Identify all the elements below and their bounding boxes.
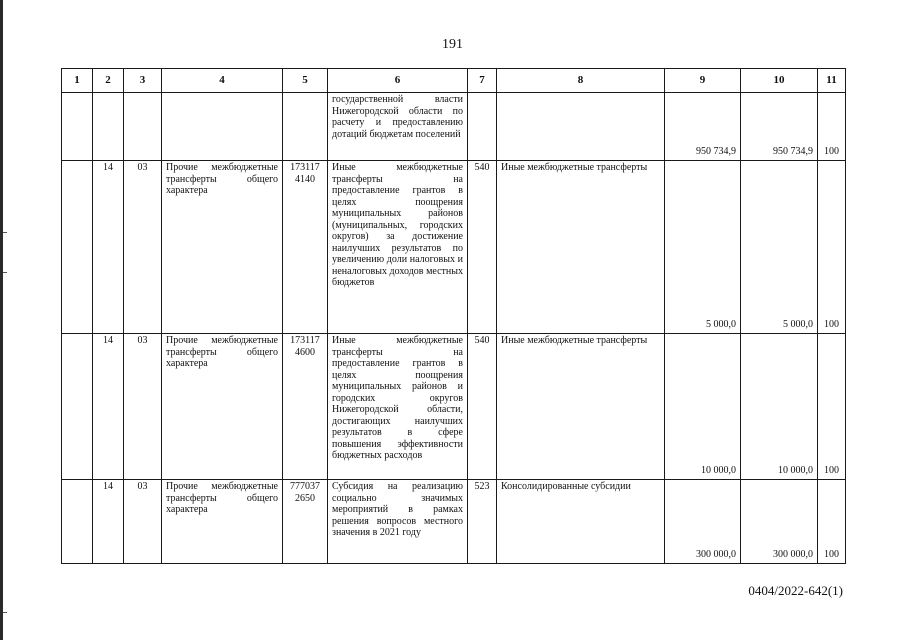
cell-amount-plan: 950 734,9 [665, 93, 741, 161]
budget-table [61, 68, 846, 564]
cell-section-name: Прочие межбюджетные трансферты общего характера [162, 480, 283, 564]
cell-percent: 100 [818, 93, 846, 161]
cell-expense-type: 523 [468, 480, 497, 564]
cell-description: государственной власти Нижегородской области по расчету и предоставлению дотаций бюджетам поселений [328, 93, 468, 161]
cell-col1 [62, 93, 93, 161]
cell-target-code: 173117 4600 [283, 334, 328, 480]
col-header: 4 [162, 69, 283, 93]
col-header: 8 [497, 69, 665, 93]
cell-amount-plan: 300 000,0 [665, 480, 741, 564]
cell-section-name [162, 93, 283, 161]
scan-mark [3, 612, 7, 613]
col-header: 6 [328, 69, 468, 93]
col-header: 9 [665, 69, 741, 93]
cell-amount-plan: 10 000,0 [665, 334, 741, 480]
scan-mark [3, 272, 7, 273]
cell-subsection: 03 [124, 480, 162, 564]
cell-percent: 100 [818, 334, 846, 480]
cell-section: 14 [93, 480, 124, 564]
cell-target-code: 173117 4140 [283, 161, 328, 334]
col-header: 2 [93, 69, 124, 93]
cell-expense-type [468, 93, 497, 161]
col-header: 1 [62, 69, 93, 93]
cell-description: Иные межбюджетные трансферты на предоставление грантов в целях поощрения муниципальных районов (муниципальных, городских округов) за достижение наилучших результатов по увеличению доли налоговых и неналоговых доходов местных бюджетов [328, 161, 468, 334]
scan-edge [0, 0, 3, 640]
cell-section: 14 [93, 334, 124, 480]
table-row [62, 480, 846, 564]
col-header: 3 [124, 69, 162, 93]
cell-expense-name: Иные межбюджетные трансферты [497, 334, 665, 480]
cell-section-name: Прочие межбюджетные трансферты общего характера [162, 334, 283, 480]
cell-col1 [62, 161, 93, 334]
cell-section [93, 93, 124, 161]
table-row [62, 334, 846, 480]
table-row [62, 161, 846, 334]
cell-expense-name: Консолидированные субсидии [497, 480, 665, 564]
document-code: 0404/2022-642(1) [748, 583, 843, 598]
cell-amount-plan: 5 000,0 [665, 161, 741, 334]
cell-col1 [62, 334, 93, 480]
cell-subsection [124, 93, 162, 161]
col-header: 11 [818, 69, 846, 93]
cell-expense-type: 540 [468, 161, 497, 334]
cell-target-code [283, 93, 328, 161]
cell-description: Субсидия на реализацию социально значимых мероприятий в рамках решения вопросов местного значения в 2021 году [328, 480, 468, 564]
cell-percent: 100 [818, 161, 846, 334]
header-row [62, 69, 846, 93]
cell-subsection: 03 [124, 161, 162, 334]
col-header: 10 [741, 69, 818, 93]
cell-section: 14 [93, 161, 124, 334]
cell-target-code: 777037 2650 [283, 480, 328, 564]
page-number: 191 [442, 37, 463, 52]
cell-amount-fact: 5 000,0 [741, 161, 818, 334]
cell-amount-fact: 950 734,9 [741, 93, 818, 161]
cell-amount-fact: 300 000,0 [741, 480, 818, 564]
cell-description: Иные межбюджетные трансферты на предоставление грантов в целях поощрения муниципальных районов и городских округов Нижегородской области, достигающих наилучших результатов в сфере повышения эффективности бюджетных расходов [328, 334, 468, 480]
scan-mark [3, 232, 7, 233]
cell-subsection: 03 [124, 334, 162, 480]
cell-section-name: Прочие межбюджетные трансферты общего характера [162, 161, 283, 334]
cell-expense-type: 540 [468, 334, 497, 480]
cell-amount-fact: 10 000,0 [741, 334, 818, 480]
table-row [62, 93, 846, 161]
cell-expense-name [497, 93, 665, 161]
cell-col1 [62, 480, 93, 564]
col-header: 5 [283, 69, 328, 93]
cell-expense-name: Иные межбюджетные трансферты [497, 161, 665, 334]
cell-percent: 100 [818, 480, 846, 564]
col-header: 7 [468, 69, 497, 93]
